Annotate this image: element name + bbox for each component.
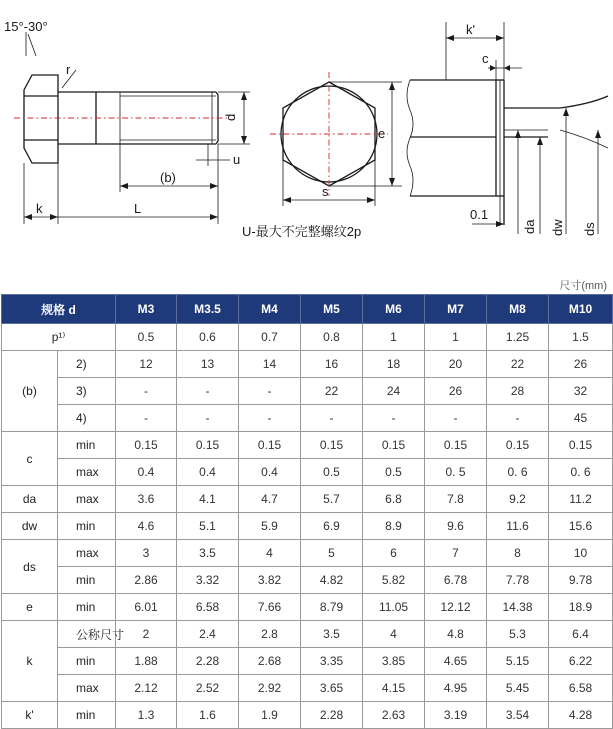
value-cell: 5.7	[301, 486, 363, 513]
table-row	[2, 405, 613, 432]
sub-param-cell: 4)	[58, 405, 116, 432]
value-cell: 26	[549, 351, 613, 378]
sub-param-cell: 3)	[58, 378, 116, 405]
value-cell: 2.63	[363, 702, 425, 729]
value-cell: 8	[487, 540, 549, 567]
value-cell: 22	[487, 351, 549, 378]
k-prime-label: k'	[466, 22, 475, 37]
value-cell: 3.82	[239, 567, 301, 594]
value-cell: 4.15	[363, 675, 425, 702]
sub-param-cell: min	[58, 513, 116, 540]
table-row	[2, 351, 613, 378]
value-cell: 16	[301, 351, 363, 378]
value-cell: 7.66	[239, 594, 301, 621]
value-cell: 45	[549, 405, 613, 432]
sub-param-cell: min	[58, 648, 116, 675]
value-cell: 1.25	[487, 324, 549, 351]
angle-label: 15°-30°	[4, 19, 48, 34]
table-row	[2, 459, 613, 486]
sub-param-cell: max	[58, 675, 116, 702]
value-cell: 2.28	[177, 648, 239, 675]
value-cell: 11.05	[363, 594, 425, 621]
value-cell: 0. 6	[487, 459, 549, 486]
value-cell: 2.68	[239, 648, 301, 675]
value-cell: 5.9	[239, 513, 301, 540]
value-cell: 6.4	[549, 621, 613, 648]
table-row	[2, 675, 613, 702]
param-cell: p¹⁾	[2, 324, 116, 351]
value-cell: 24	[363, 378, 425, 405]
value-cell: 15.6	[549, 513, 613, 540]
value-cell: 2.4	[177, 621, 239, 648]
value-cell: 32	[549, 378, 613, 405]
value-cell: 4.95	[425, 675, 487, 702]
u-label: u	[233, 152, 241, 167]
e-label: e	[378, 126, 386, 141]
value-cell: 1.88	[116, 648, 177, 675]
value-cell: 6.78	[425, 567, 487, 594]
value-cell: 0.4	[116, 459, 177, 486]
value-cell: 10	[549, 540, 613, 567]
header-cell: M3.5	[177, 295, 239, 324]
value-cell: 4.1	[177, 486, 239, 513]
param-cell: dw	[2, 513, 58, 540]
value-cell: 0.15	[239, 432, 301, 459]
value-cell: 0.15	[116, 432, 177, 459]
value-cell: 3.65	[301, 675, 363, 702]
value-cell: 4.65	[425, 648, 487, 675]
sub-param-cell: min	[58, 702, 116, 729]
value-cell: 2.92	[239, 675, 301, 702]
header-cell: 规格 d	[2, 295, 116, 324]
sub-param-cell: 公称尺寸	[58, 621, 116, 648]
value-cell: 4	[239, 540, 301, 567]
value-cell: 5.1	[177, 513, 239, 540]
c-label: c	[482, 51, 489, 66]
value-cell: 4.82	[301, 567, 363, 594]
table-row	[2, 324, 613, 351]
value-cell: 3.54	[487, 702, 549, 729]
header-cell: M5	[301, 295, 363, 324]
value-cell: 1.3	[116, 702, 177, 729]
value-cell: 3.5	[177, 540, 239, 567]
value-cell: 0.6	[177, 324, 239, 351]
value-cell: 2.52	[177, 675, 239, 702]
r-label: r	[66, 62, 71, 77]
value-cell: 4.28	[549, 702, 613, 729]
value-cell: 5.3	[487, 621, 549, 648]
value-cell: 0.5	[116, 324, 177, 351]
thread-caption: U-最大不完整螺纹2p	[242, 224, 362, 239]
table-row	[2, 594, 613, 621]
value-cell: 0.15	[177, 432, 239, 459]
hex-top-view	[242, 72, 402, 239]
value-cell: 1.9	[239, 702, 301, 729]
header-cell: M4	[239, 295, 301, 324]
table-row	[2, 621, 613, 648]
header-cell: M7	[425, 295, 487, 324]
value-cell: 2.28	[301, 702, 363, 729]
value-cell: 14	[239, 351, 301, 378]
value-cell: 12.12	[425, 594, 487, 621]
value-cell: 3.32	[177, 567, 239, 594]
table-row	[2, 432, 613, 459]
value-cell: -	[177, 405, 239, 432]
value-cell: 12	[116, 351, 177, 378]
value-cell: 0. 6	[549, 459, 613, 486]
param-cell: c	[2, 432, 58, 486]
sub-param-cell: min	[58, 432, 116, 459]
table-row	[2, 486, 613, 513]
value-cell: 5.82	[363, 567, 425, 594]
header-cell: M6	[363, 295, 425, 324]
b-label: (b)	[160, 170, 176, 185]
spec-table	[1, 294, 613, 729]
value-cell: 1	[425, 324, 487, 351]
value-cell: 0.5	[301, 459, 363, 486]
value-cell: 14.38	[487, 594, 549, 621]
value-cell: 6.22	[549, 648, 613, 675]
value-cell: 1.6	[177, 702, 239, 729]
value-cell: 4	[363, 621, 425, 648]
s-label: s	[322, 184, 329, 199]
table-row	[2, 378, 613, 405]
value-cell: 6.58	[549, 675, 613, 702]
value-cell: -	[116, 378, 177, 405]
table-row	[2, 540, 613, 567]
value-cell: 4.8	[425, 621, 487, 648]
param-cell: (b)	[2, 351, 58, 432]
d-label: d	[223, 113, 238, 121]
k-label: k	[36, 201, 43, 216]
spec-table-body	[2, 324, 613, 729]
value-cell: 3	[116, 540, 177, 567]
value-cell: 20	[425, 351, 487, 378]
value-cell: 5	[301, 540, 363, 567]
sub-param-cell: min	[58, 567, 116, 594]
value-cell: 0.5	[363, 459, 425, 486]
param-cell: ds	[2, 540, 58, 594]
value-cell: 8.9	[363, 513, 425, 540]
unit-note: 尺寸(mm)	[559, 280, 607, 292]
value-cell: 0.15	[301, 432, 363, 459]
sub-param-cell: max	[58, 486, 116, 513]
value-cell: 11.6	[487, 513, 549, 540]
value-cell: 0.4	[239, 459, 301, 486]
value-cell: 1.5	[549, 324, 613, 351]
value-cell: 0.7	[239, 324, 301, 351]
value-cell: 6.9	[301, 513, 363, 540]
value-cell: -	[487, 405, 549, 432]
value-cell: 13	[177, 351, 239, 378]
param-cell: e	[2, 594, 58, 621]
header-cell: M3	[116, 295, 177, 324]
value-cell: 9.6	[425, 513, 487, 540]
table-row	[2, 702, 613, 729]
table-row	[2, 567, 613, 594]
header-cell: M10	[549, 295, 613, 324]
value-cell: 9.2	[487, 486, 549, 513]
value-cell: 22	[301, 378, 363, 405]
value-cell: 2.86	[116, 567, 177, 594]
header-cell: M8	[487, 295, 549, 324]
value-cell: 6.8	[363, 486, 425, 513]
value-cell: 0.15	[363, 432, 425, 459]
value-cell: 0. 5	[425, 459, 487, 486]
ds-label: ds	[582, 222, 597, 236]
value-cell: 11.2	[549, 486, 613, 513]
sub-param-cell: max	[58, 459, 116, 486]
value-cell: 7	[425, 540, 487, 567]
dw-label: dw	[550, 219, 565, 236]
value-cell: -	[301, 405, 363, 432]
value-cell: 6	[363, 540, 425, 567]
value-cell: -	[239, 378, 301, 405]
value-cell: 0.15	[425, 432, 487, 459]
value-cell: -	[363, 405, 425, 432]
value-cell: 1	[363, 324, 425, 351]
value-cell: 2.12	[116, 675, 177, 702]
table-header-row	[2, 295, 613, 324]
value-cell: 3.35	[301, 648, 363, 675]
param-cell: k	[2, 621, 58, 702]
value-cell: 0.15	[549, 432, 613, 459]
value-cell: 6.01	[116, 594, 177, 621]
value-cell: 3.85	[363, 648, 425, 675]
value-cell: 2	[116, 621, 177, 648]
value-cell: 4.6	[116, 513, 177, 540]
param-cell: k'	[2, 702, 58, 729]
value-cell: 2.8	[239, 621, 301, 648]
value-cell: -	[239, 405, 301, 432]
sub-param-cell: 2)	[58, 351, 116, 378]
bolt-technical-drawing	[0, 0, 613, 258]
value-cell: 26	[425, 378, 487, 405]
value-cell: 0.4	[177, 459, 239, 486]
value-cell: 0.15	[487, 432, 549, 459]
side-view	[4, 19, 250, 224]
value-cell: 5.15	[487, 648, 549, 675]
table-row	[2, 648, 613, 675]
value-cell: -	[177, 378, 239, 405]
value-cell: 7.78	[487, 567, 549, 594]
value-cell: -	[425, 405, 487, 432]
value-cell: 8.79	[301, 594, 363, 621]
value-cell: 3.6	[116, 486, 177, 513]
value-cell: 7.8	[425, 486, 487, 513]
value-cell: 18.9	[549, 594, 613, 621]
value-cell: 3.19	[425, 702, 487, 729]
value-cell: 5.45	[487, 675, 549, 702]
sub-param-cell: max	[58, 540, 116, 567]
clearance-label: 0.1	[470, 207, 489, 222]
value-cell: 0.8	[301, 324, 363, 351]
da-label: da	[522, 219, 537, 234]
value-cell: 9.78	[549, 567, 613, 594]
value-cell: 4.7	[239, 486, 301, 513]
value-cell: 18	[363, 351, 425, 378]
value-cell: 28	[487, 378, 549, 405]
value-cell: -	[116, 405, 177, 432]
value-cell: 3.5	[301, 621, 363, 648]
param-cell: da	[2, 486, 58, 513]
value-cell: 6.58	[177, 594, 239, 621]
flange-detail-view	[407, 22, 608, 236]
sub-param-cell: min	[58, 594, 116, 621]
L-label: L	[134, 201, 142, 216]
table-row	[2, 513, 613, 540]
